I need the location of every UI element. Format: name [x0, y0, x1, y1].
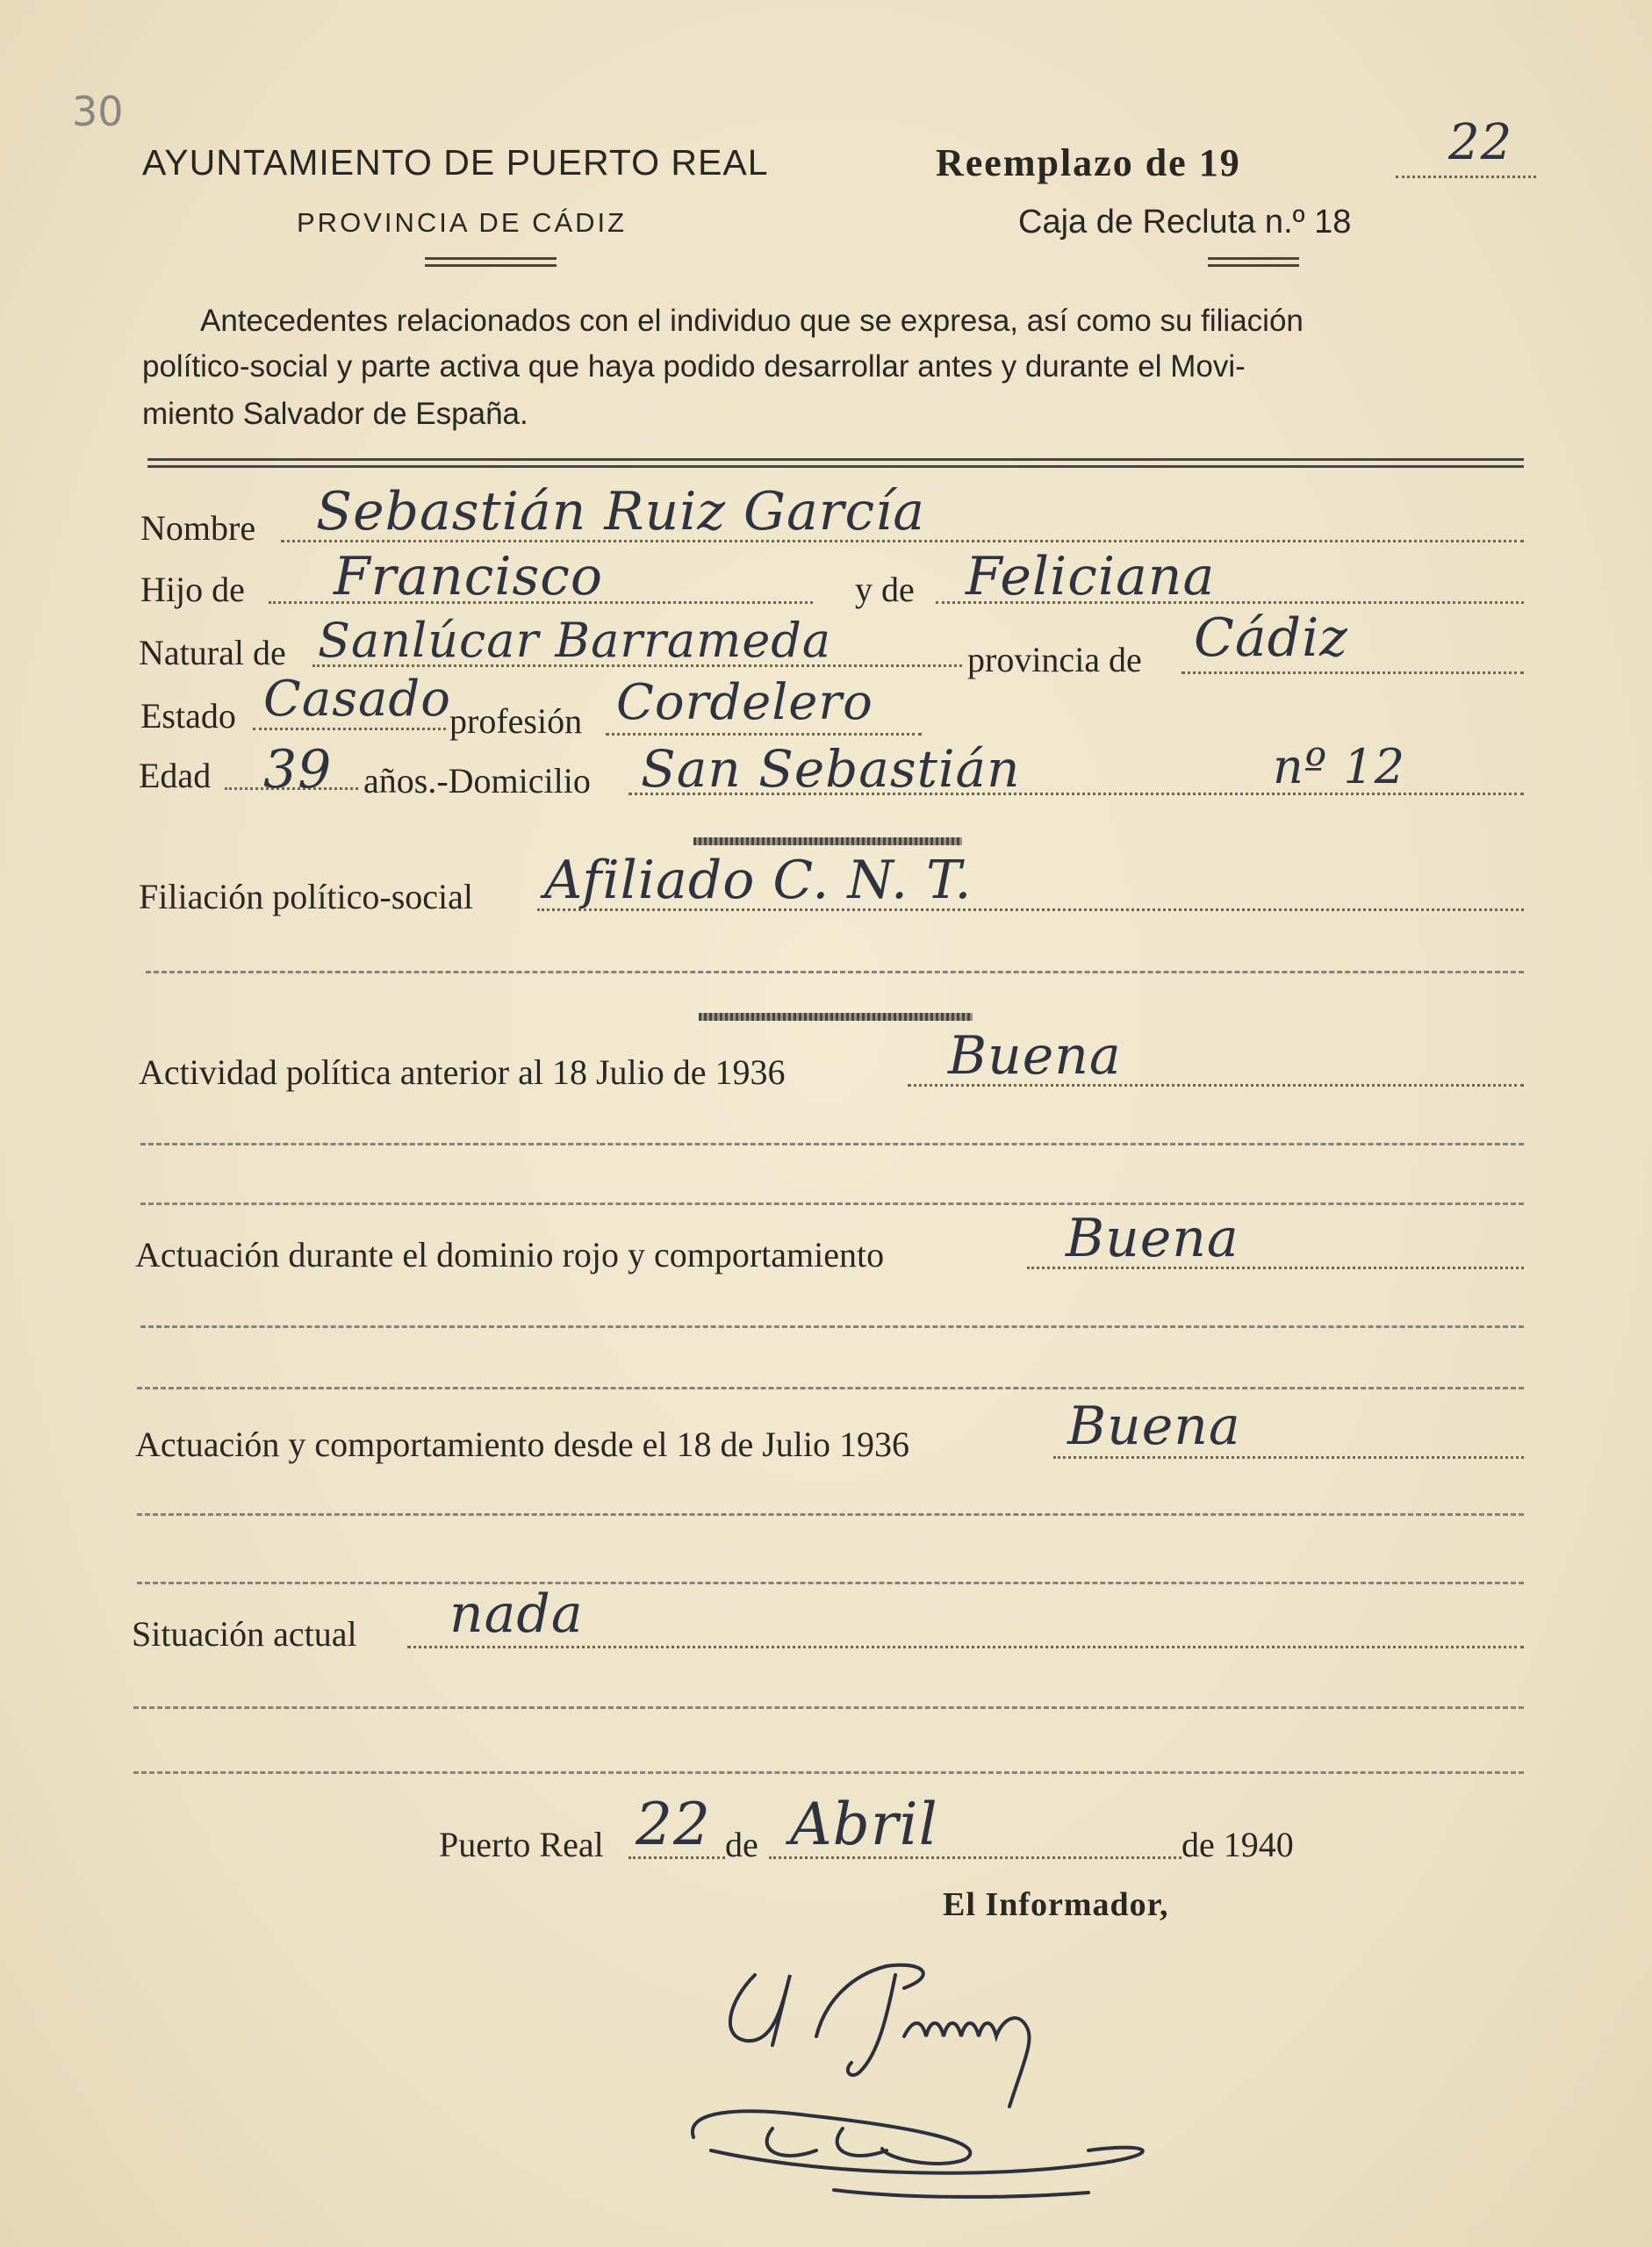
natural-value: Sanlúcar Barrameda — [318, 613, 832, 668]
domicilio-number: nº 12 — [1273, 739, 1406, 794]
filiacion-label: Filiación político-social — [139, 877, 474, 916]
intro-line-3: miento Salvador de España. — [142, 397, 528, 431]
hatch-divider-1 — [693, 837, 962, 845]
intro-line-2: político-social y parte activa que haya podido desarrollar antes y durante el Movi- — [142, 349, 1246, 384]
intro-line-1: Antecedentes relacionados con el individuo que se expresa, así como su filiación — [200, 304, 1304, 338]
nombre-value: Sebastián Ruiz García — [316, 481, 926, 542]
provincia-label: provincia de — [967, 640, 1142, 679]
nombre-label: Nombre — [140, 508, 256, 548]
date-month: Abril — [790, 1791, 938, 1858]
estado-line — [253, 728, 446, 730]
situacion-extra-line-2 — [133, 1771, 1524, 1774]
situacion-value: nada — [449, 1583, 584, 1645]
estado-label: Estado — [140, 696, 236, 736]
profesion-line — [606, 733, 922, 736]
madre-label: y de — [855, 570, 915, 609]
caja-recluta: Caja de Recluta n.º 18 — [1018, 204, 1352, 240]
reemplazo-label: Reemplazo de 19 — [936, 141, 1241, 184]
dominio-extra-line-2 — [137, 1387, 1524, 1389]
hatch-divider-2 — [699, 1013, 973, 1021]
situacion-extra-line-1 — [133, 1706, 1524, 1709]
page-number: 30 — [72, 88, 124, 135]
dominio-extra-line-1 — [140, 1325, 1524, 1328]
desde-value: Buena — [1067, 1396, 1241, 1457]
padre-label: Hijo de — [140, 570, 245, 609]
edad-label: Edad — [139, 756, 212, 795]
filiacion-extra-line — [146, 971, 1524, 973]
signature-icon — [676, 1940, 1220, 2203]
desde-label: Actuación y comportamiento desde el 18 de Julio 1936 — [135, 1425, 910, 1464]
padre-value: Francisco — [334, 546, 604, 607]
informador-label: El Informador, — [943, 1886, 1169, 1923]
actividad-extra-line-1 — [140, 1143, 1524, 1145]
header-rule-left — [425, 257, 557, 267]
filiacion-value: Afiliado C. N. T. — [544, 850, 973, 911]
province-subtitle: PROVINCIA DE CÁDIZ — [297, 207, 628, 238]
desde-extra-line-2 — [137, 1582, 1524, 1584]
date-de-1: de — [725, 1825, 758, 1864]
date-day: 22 — [636, 1791, 711, 1858]
domicilio-label: años.-Domicilio — [363, 761, 591, 800]
dominio-label: Actuación durante el dominio rojo y comportamiento — [135, 1235, 885, 1274]
situacion-label: Situación actual — [132, 1614, 357, 1654]
profesion-label: profesión — [449, 701, 583, 741]
desde-extra-line-1 — [137, 1513, 1524, 1516]
place-label: Puerto Real — [439, 1825, 604, 1864]
reemplazo-year: 22 — [1448, 114, 1513, 171]
edad-value: 39 — [263, 739, 333, 800]
profesion-value: Cordelero — [616, 674, 873, 731]
natural-label: Natural de — [139, 633, 286, 672]
signature — [676, 1940, 1220, 2203]
provincia-value: Cádiz — [1194, 607, 1348, 669]
section-rule — [147, 458, 1524, 468]
estado-value: Casado — [263, 671, 451, 728]
situacion-line — [407, 1646, 1524, 1648]
municipality-title: AYUNTAMIENTO DE PUERTO REAL — [142, 142, 769, 183]
actividad-label: Actividad política anterior al 18 Julio de 1936 — [139, 1052, 786, 1092]
dominio-value: Buena — [1066, 1208, 1239, 1269]
date-year: de 1940 — [1182, 1825, 1294, 1864]
actividad-extra-line-2 — [140, 1202, 1524, 1205]
domicilio-value: San Sebastián — [641, 739, 1021, 799]
actividad-value: Buena — [948, 1025, 1122, 1087]
madre-value: Feliciana — [966, 546, 1216, 607]
reemplazo-dots — [1396, 176, 1536, 178]
header-rule-right — [1208, 257, 1299, 267]
provincia-line — [1182, 671, 1524, 674]
